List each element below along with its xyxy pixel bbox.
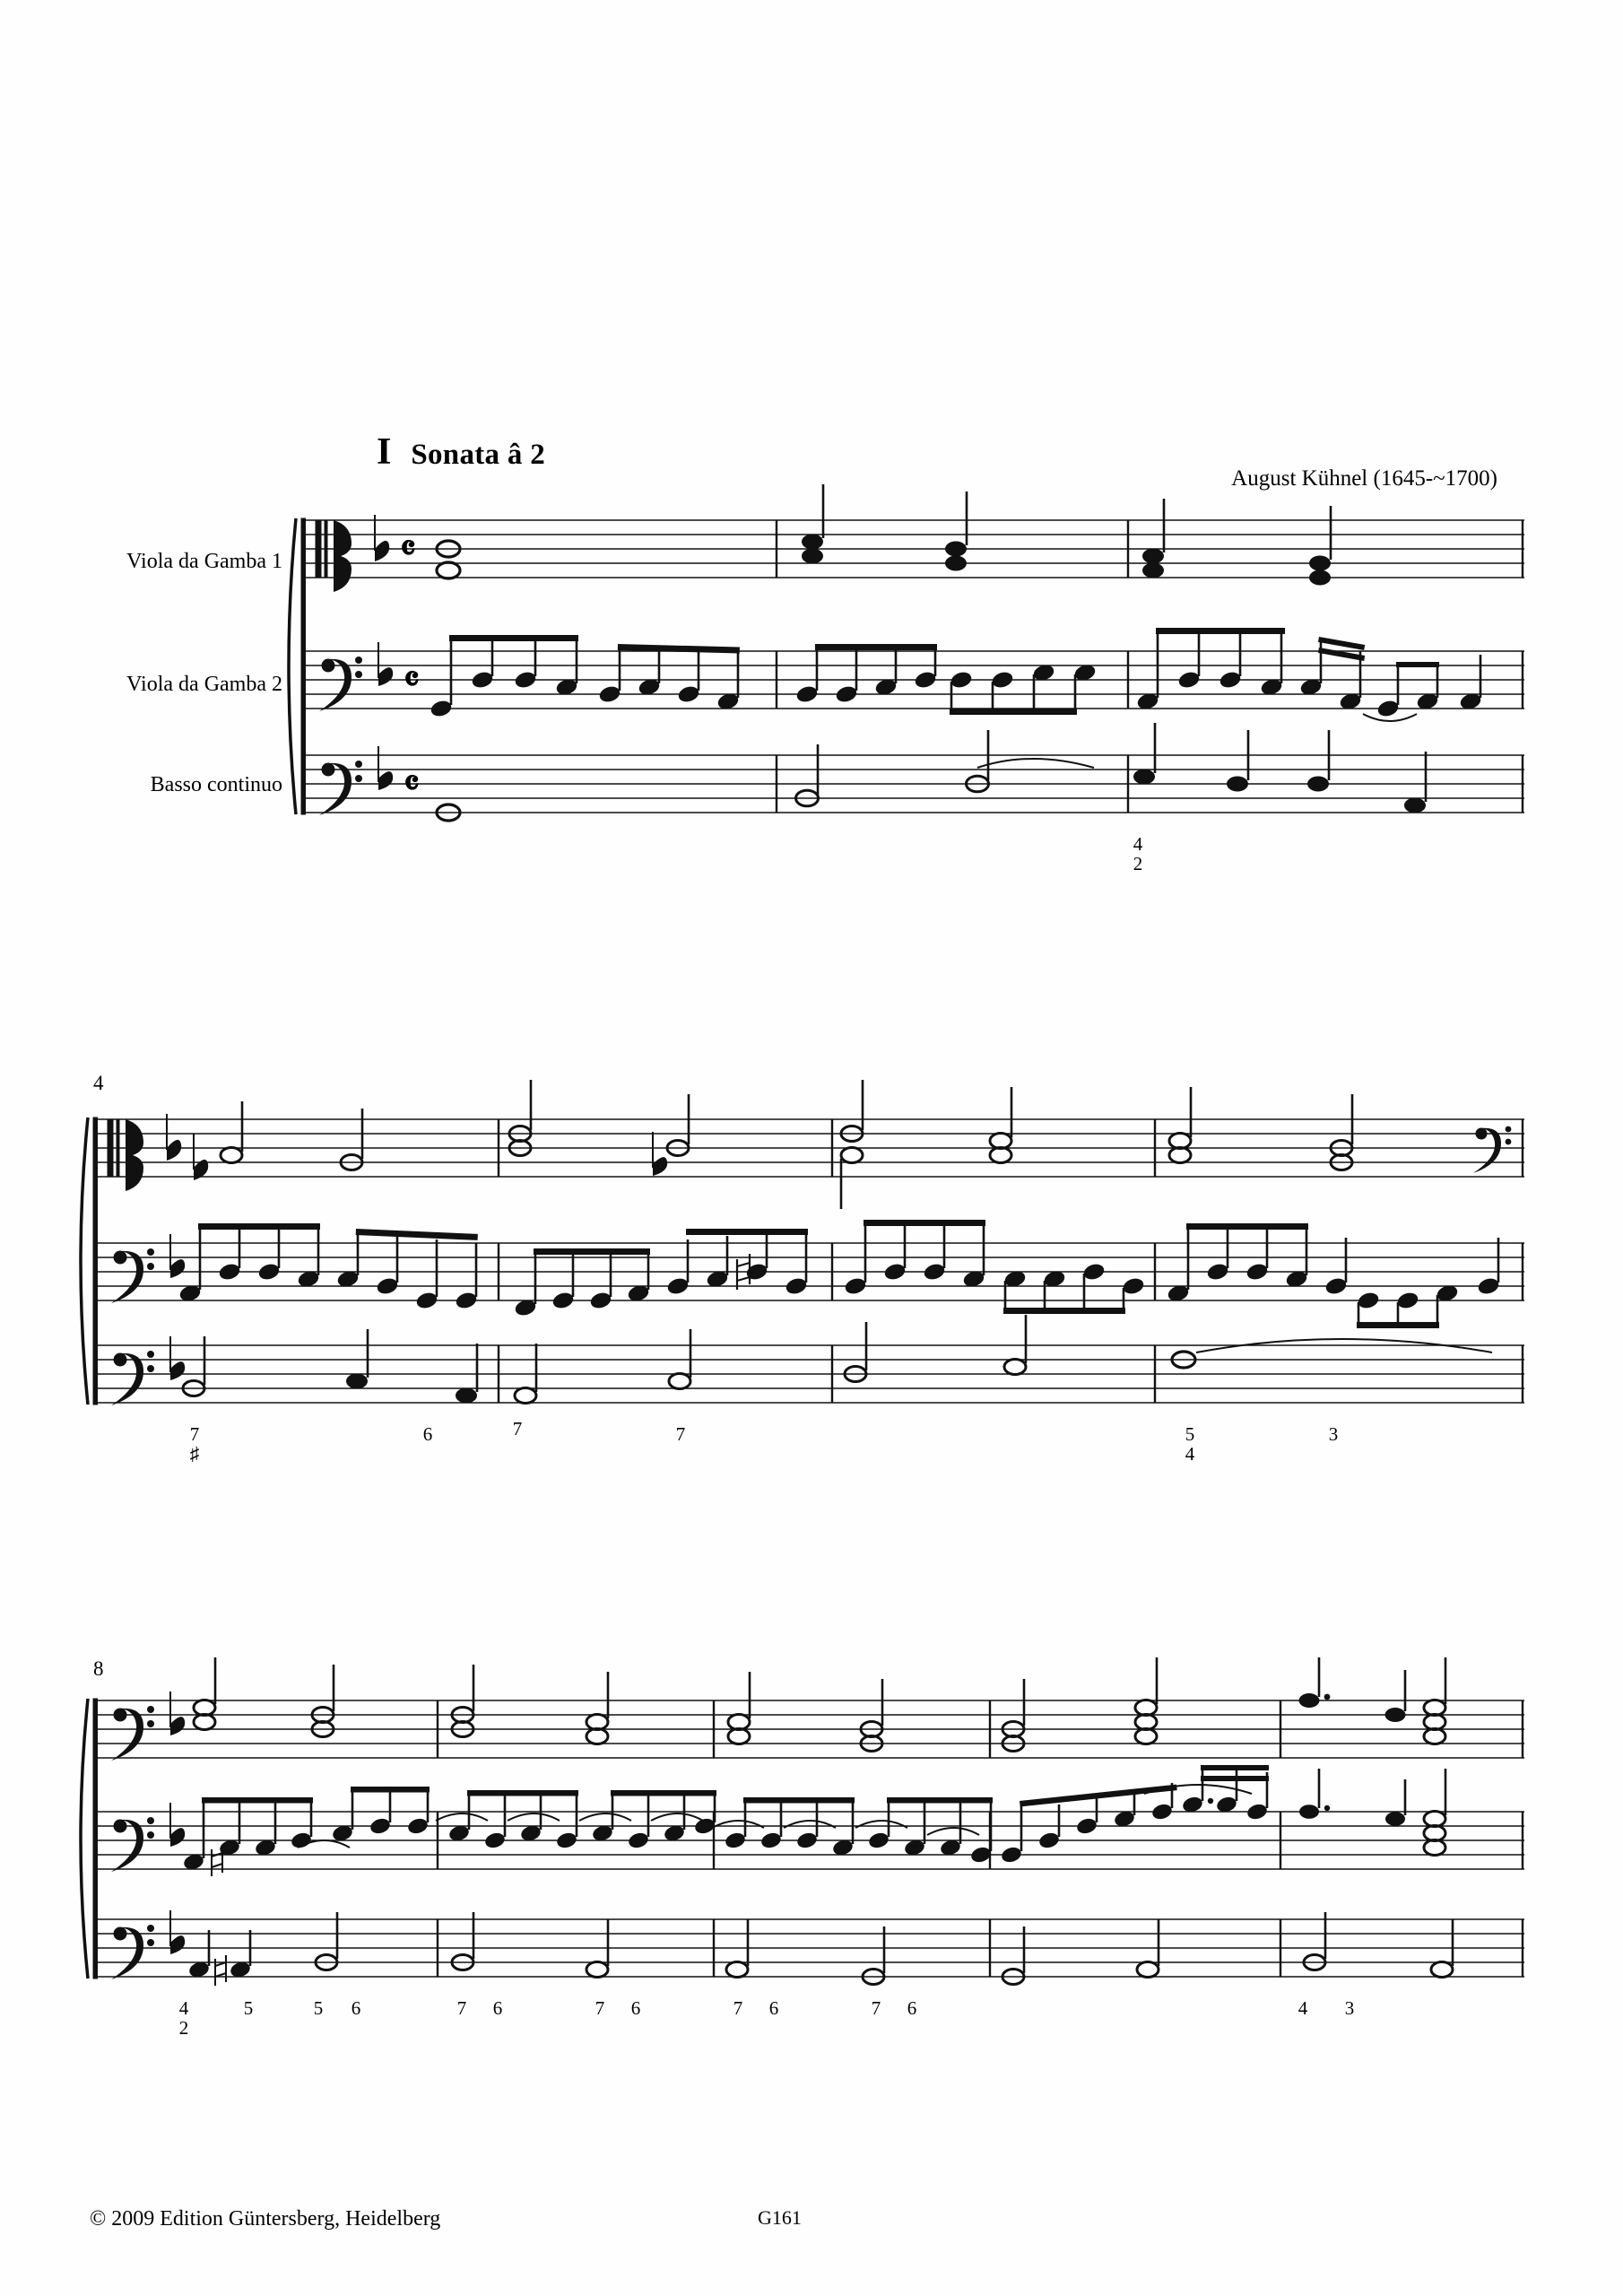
figured-bass: 7 [733,1997,743,2019]
figured-bass: 7 [675,1423,686,1445]
bass-clef [111,1925,154,1979]
noteheads-staff2 [182,1765,1445,1876]
composer-attribution: August Kühnel (1645-~1700) [1231,466,1497,491]
figured-bass: 7 [871,1997,881,2019]
figured-bass: 7 [595,1997,605,2019]
figured-bass: 4 [1298,1997,1308,2019]
bass-clef [111,1817,154,1872]
noteheads-staff1 [194,1657,1445,1752]
measure-number: 4 [93,1072,104,1094]
figured-bass: 4 2 [178,1997,189,2039]
bass-clef [111,1706,154,1761]
work-title: Sonata â 2 [411,439,546,471]
measure-number: 8 [93,1657,104,1680]
figured-bass: 7 [512,1418,523,1439]
figured-bass: 4 2 [1133,833,1143,875]
figured-bass: 6 [351,1997,361,2019]
figured-bass: 6 [422,1423,433,1445]
figured-bass: 3 [1344,1997,1355,2019]
figured-bass: 5 4 [1185,1423,1195,1465]
key-signature-flat [170,1692,185,1954]
instrument-label-viola-da-gamba-1: Viola da Gamba 1 [126,550,282,573]
copyright-notice: © 2009 Edition Güntersberg, Heidelberg [90,2207,441,2231]
instrument-label-viola-da-gamba-2: Viola da Gamba 2 [126,673,282,696]
figured-bass: 5 [313,1997,324,2019]
figured-bass: 7 ♯ [189,1423,200,1465]
figured-bass: 3 [1328,1423,1339,1445]
noteheads-staff3 [187,1912,1453,1986]
common-time-sign: 𝄴 [404,763,420,804]
figured-bass: 5 [243,1997,254,2019]
figured-bass: 7 [456,1997,467,2019]
figured-bass: 6 [768,1997,779,2019]
figured-bass: 6 [492,1997,503,2019]
common-time-sign: 𝄴 [404,659,420,700]
figured-bass: 6 [907,1997,917,2019]
plate-number: G161 [758,2206,802,2229]
common-time-sign: 𝄴 [400,528,416,569]
figured-bass: 6 [630,1997,641,2019]
instrument-label-basso-continuo: Basso continuo [150,773,282,796]
movement-number: I [377,431,392,473]
